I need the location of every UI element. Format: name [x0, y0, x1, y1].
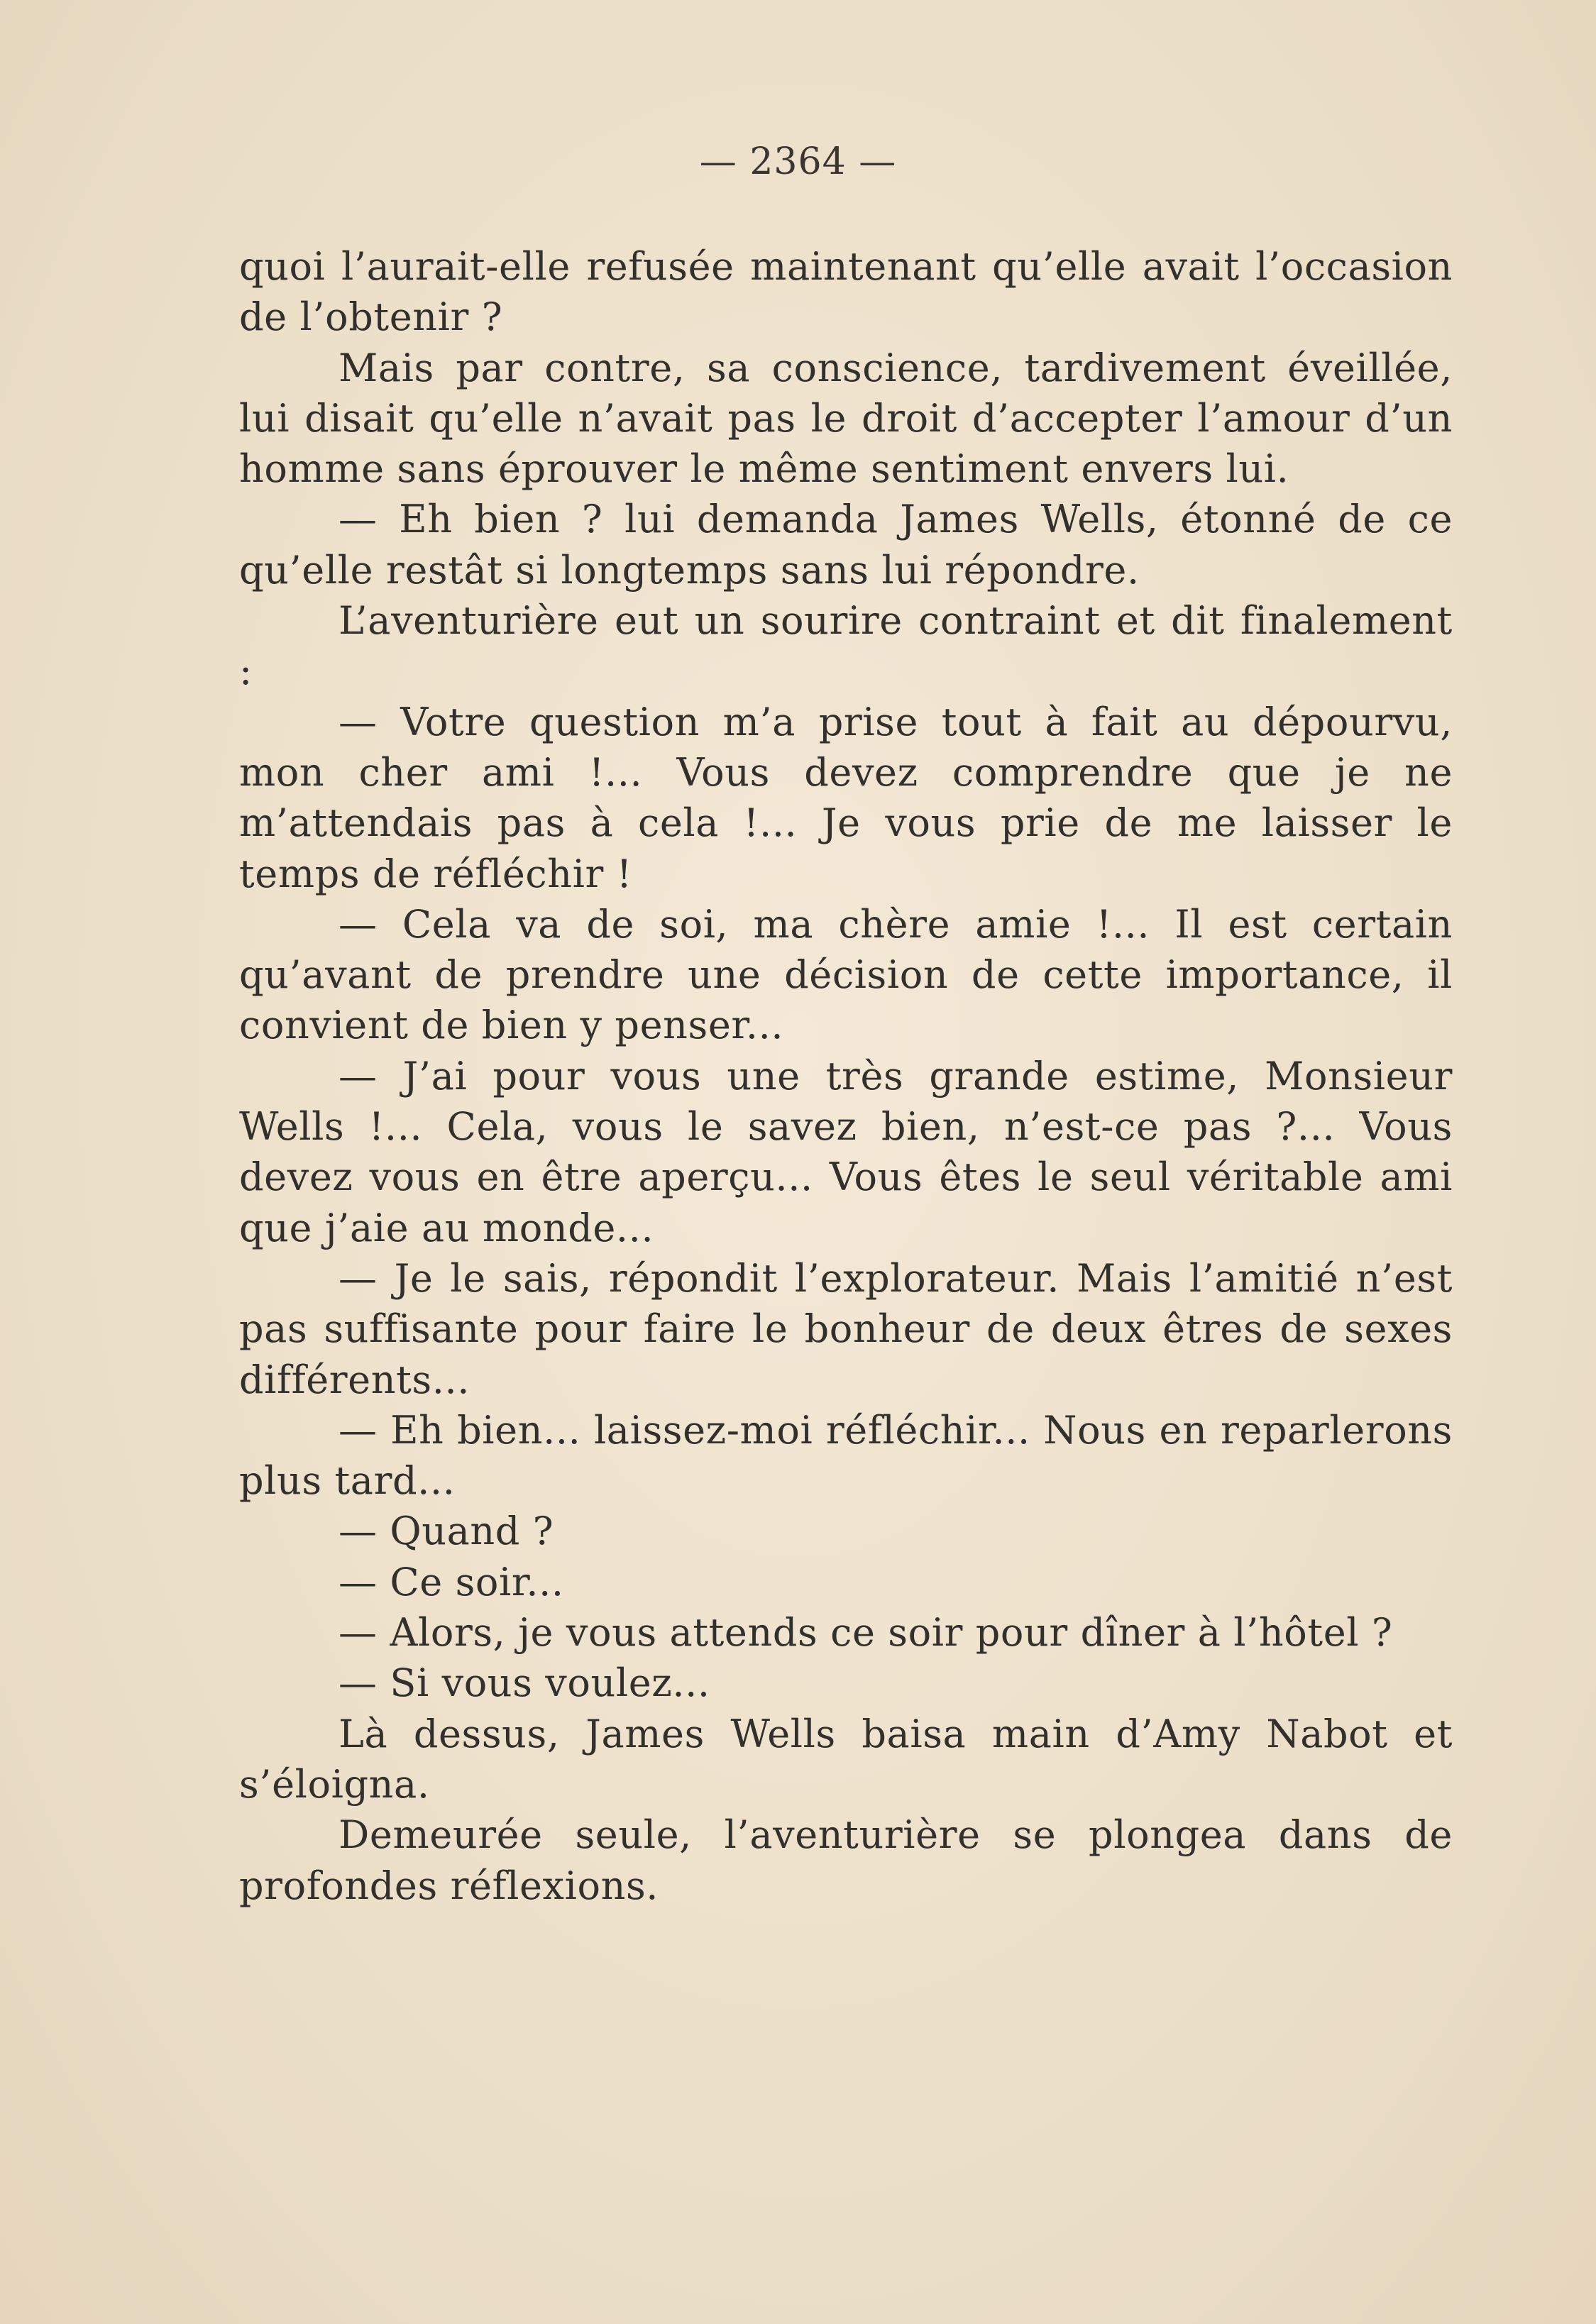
paragraph: — Alors, je vous attends ce soir pour dîner à l’hôtel ?: [339, 1610, 1393, 1656]
paragraph: L’aventurière eut un sourire contraint et dit finalement :: [239, 598, 1453, 694]
body-text: [239, 241, 1453, 1911]
paragraph: quoi l’aurait-elle refusée maintenant qu’elle avait l’occasion de l’obtenir ?: [239, 244, 1453, 340]
paragraph: Là dessus, James Wells baisa main d’Amy Nabot et s’éloigna.: [239, 1711, 1453, 1807]
paragraph: — Eh bien... laissez-moi réfléchir... Nous en reparlerons plus tard...: [239, 1407, 1453, 1504]
paragraph: — Quand ?: [339, 1509, 554, 1554]
paragraph: — Eh bien ? lui demanda James Wells, étonné de ce qu’elle restât si longtemps sans lui répondre.: [239, 497, 1453, 593]
paragraph: — J’ai pour vous une très grande estime, Monsieur Wells !... Cela, vous le savez bien, n’est-ce pas ?... Vous devez vous en être aperçu... Vous êtes le seul véritable ami que j’aie au monde...: [239, 1053, 1453, 1250]
paragraph: — Si vous voulez...: [339, 1661, 710, 1706]
paragraph: — Ce soir...: [339, 1559, 564, 1604]
paragraph: — Cela va de soi, ma chère amie !... Il est certain qu’avant de prendre une décision de cette importance, il convient de bien y penser...: [239, 901, 1453, 1048]
paragraph: Demeurée seule, l’aventurière se plongea dans de profondes réflexions.: [239, 1812, 1453, 1908]
page-number: — 2364 —: [699, 141, 897, 183]
paragraph: — Je le sais, répondit l’explorateur. Mais l’amitié n’est pas suffisante pour faire le bonheur de deux êtres de sexes différents...: [239, 1255, 1453, 1402]
paragraph: — Votre question m’a prise tout à fait au dépourvu, mon cher ami !... Vous devez comprendre que je ne m’attendais pas à cela !... Je vous prie de me laisser le temps de réfléchir !: [239, 699, 1453, 896]
paragraph: Mais par contre, sa conscience, tardivement éveillée, lui disait qu’elle n’avait pas le droit d’accepter l’amour d’un homme sans éprouver le même sentiment envers lui.: [239, 345, 1453, 492]
